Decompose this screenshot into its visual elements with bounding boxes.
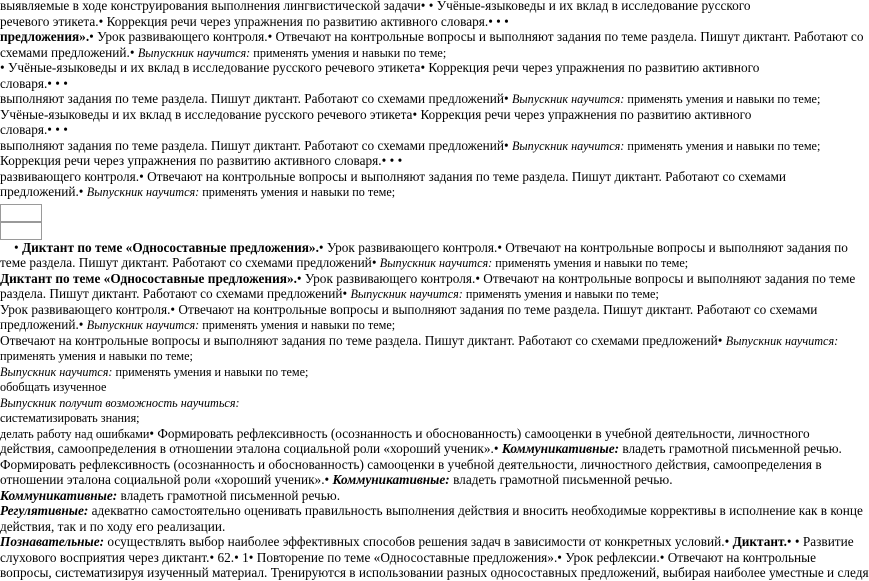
- text-run: словаря.: [0, 75, 48, 91]
- text-line: [0, 153, 816, 169]
- text-run: •: [503, 91, 512, 106]
- text-run: применять умения и навыки по теме;: [462, 287, 659, 301]
- text-run: •: [493, 441, 502, 456]
- text-run: • 1: [234, 549, 249, 565]
- text-run: выполняют задания по теме раздела. Пишут диктант. Работают со схемами предложений: [0, 137, 504, 153]
- text-run: • Повторение по теме «Односоставные предложения».: [248, 549, 558, 565]
- text-run: предложения».: [0, 29, 90, 44]
- text-run: • • •: [488, 13, 509, 29]
- text-run: Выпускник научится:: [511, 138, 625, 153]
- text-run: •: [503, 137, 512, 153]
- text-line: [0, 364, 816, 380]
- text-run: • • Учёные-языковеды и их вклад в исследование русского: [420, 0, 751, 13]
- text-run: • Учёные-языковеды и их вклад в исследование русского речевого этикета: [0, 60, 421, 75]
- text-run: Отвечают на контрольные вопросы и выполняют задания по теме раздела. Пишут диктант. Работают со схемами предложений: [0, 332, 718, 348]
- text-run: Коммуникативные:: [332, 472, 450, 487]
- text-run: применять умения и навыки по теме;: [250, 45, 447, 60]
- text-line: [0, 107, 816, 123]
- text-line: [0, 488, 816, 504]
- text-line: [0, 302, 816, 318]
- text-run: Выпускник научится:: [86, 185, 200, 199]
- text-run: применять умения и навыки по теме;: [492, 256, 689, 270]
- text-run: Диктант по теме «Односоставные предложения».: [0, 270, 297, 286]
- text-run: владеть грамотной письменной речью.: [117, 487, 341, 503]
- text-run: • Урок развивающего контроля.: [89, 29, 268, 44]
- text-run: теме раздела. Пишут диктант. Работают со схемами предложений: [0, 255, 372, 270]
- text-run: применять умения и навыки по теме;: [112, 364, 309, 379]
- text-run: Учёные-языковеды и их вклад в исследование русского речевого этикета: [0, 106, 413, 122]
- text-line: [0, 0, 816, 14]
- text-run: • Коррекция речи через упражнения по развитию активного: [420, 60, 760, 75]
- text-line: [0, 426, 816, 442]
- text-run: • • •: [381, 153, 403, 168]
- text-line: [0, 239, 848, 256]
- text-line: [0, 472, 816, 488]
- text-run: •: [78, 184, 87, 199]
- text-run: владеть грамотной письменной речью.: [449, 472, 673, 487]
- text-run: • Отвечают на контрольные вопросы и выполняют задания по теме раздела. Пишут диктант. Работают со схемами: [139, 168, 787, 184]
- text-line: [0, 332, 839, 349]
- text-line: [0, 519, 816, 535]
- text-run: схемами предложений.: [0, 44, 130, 60]
- text-run: Выпускник научится:: [86, 318, 200, 332]
- text-run: • Урок развивающего контроля.: [296, 270, 476, 286]
- text-run: • Формировать рефлексивность (осознанность и обоснованность) самооценки в учебной деятельности, личностного: [149, 425, 810, 441]
- text-run: действия, самоопределения в отношении эталона социальной роли «хороший ученик».: [0, 441, 494, 456]
- text-line: [0, 169, 816, 185]
- text-run: слухового восприятия через диктант.: [0, 549, 210, 565]
- text-run: Регулятивные:: [0, 503, 89, 518]
- text-run: •: [14, 239, 22, 255]
- text-line: [0, 565, 869, 581]
- text-line: [0, 29, 864, 45]
- text-run: выполняют задания по теме раздела. Пишут диктант. Работают со схемами предложений: [0, 91, 504, 106]
- text-run: предложений.: [0, 184, 79, 199]
- text-run: • Урок рефлексии.: [557, 549, 660, 565]
- text-line: [0, 379, 816, 395]
- text-run: раздела. Пишут диктант. Работают со схемами предложений: [0, 286, 343, 301]
- text-run: • • Развитие: [786, 534, 854, 549]
- text-run: Выпускник научится:: [511, 92, 625, 106]
- text-line: [0, 317, 816, 333]
- text-run: словаря.: [0, 122, 48, 137]
- text-run: •: [324, 472, 333, 487]
- text-run: •: [371, 255, 380, 270]
- text-run: действия, так и по ходу его реализации.: [0, 518, 226, 534]
- text-run: Выпускник научится:: [725, 333, 839, 348]
- text-run: применять умения и навыки по теме;: [0, 349, 193, 363]
- text-run: • Отвечают на контрольные вопросы и выполняют задания по теме раздела. Пишут диктант. Работают со схемами: [170, 301, 818, 317]
- text-run: Выпускник получит возможность научиться:: [0, 395, 240, 410]
- text-run: Коммуникативные:: [0, 487, 118, 503]
- text-run: •: [129, 44, 138, 60]
- text-line: [0, 456, 822, 473]
- text-run: развивающего контроля.: [0, 168, 140, 184]
- table-cell-border: [0, 204, 42, 222]
- text-run: владеть грамотной письменной речью.: [619, 441, 842, 456]
- text-run: • Отвечают на контрольные вопросы и выполняют задания по теме раздела. Пишут диктант. Работают со: [267, 29, 864, 44]
- text-run: вопросы, систематизируя изученный материал. Тренируются в использовании разных односоставных предложений, выбирая наиболее уместные и следя: [0, 565, 869, 580]
- text-line: [0, 395, 816, 411]
- text-run: выявляемые в ходе конструирования выполнения лингвистической задачи: [0, 0, 421, 13]
- text-run: Познавательные:: [0, 534, 105, 549]
- text-line: [0, 534, 854, 550]
- empty-cell-frame: [0, 200, 816, 240]
- text-line: [0, 91, 821, 107]
- text-run: обобщать изученное: [0, 380, 107, 394]
- text-run: применять умения и навыки по теме;: [624, 92, 821, 106]
- text-run: систематизировать знания;: [0, 411, 140, 425]
- text-line: [0, 270, 856, 287]
- text-run: адекватно самостоятельно оценивать правильность выполнения действия и вносить необходимые коррективы в исполнение как в конце: [88, 503, 863, 518]
- text-run: Диктант по теме «Односоставные предложения».: [21, 239, 319, 255]
- text-run: •: [717, 332, 726, 348]
- text-run: применять умения и навыки по теме;: [199, 318, 396, 332]
- text-run: • • •: [47, 122, 68, 137]
- text-line: [0, 60, 816, 76]
- text-run: • Урок развивающего контроля.: [318, 239, 498, 255]
- text-line: [0, 255, 816, 271]
- text-run: Диктант.: [732, 534, 787, 549]
- text-line: [0, 441, 842, 457]
- text-line: [0, 14, 816, 30]
- text-line: [0, 137, 821, 154]
- text-run: • Коррекция речи через упражнения по развитию активного: [412, 106, 752, 122]
- text-run: • Коррекция речи через упражнения по развитию активного словаря.: [98, 13, 489, 29]
- text-run: •: [724, 534, 733, 549]
- text-run: Коммуникативные:: [501, 441, 620, 456]
- text-run: • Отвечают на контрольные вопросы и выполняют задания по: [497, 239, 848, 255]
- text-run: Выпускник научится:: [137, 45, 251, 60]
- text-run: • Отвечают на контрольные: [659, 549, 817, 565]
- text-run: применять умения и навыки по теме;: [199, 185, 396, 199]
- text-line: [0, 410, 816, 426]
- text-line: [0, 122, 816, 138]
- text-line: [0, 503, 863, 519]
- text-run: • • •: [47, 75, 68, 91]
- table-cell-border: [0, 222, 42, 240]
- text-line: [0, 184, 816, 200]
- text-run: •: [342, 286, 351, 301]
- text-run: предложений.: [0, 317, 79, 332]
- text-line: [0, 45, 816, 61]
- text-run: Формировать рефлексивность (осознанность и обоснованность) самооценки в учебной деятельности, личностного действия, самоопределения в: [0, 456, 822, 472]
- text-run: применять умения и навыки по теме;: [624, 138, 821, 153]
- text-run: отношении эталона социальной роли «хороший ученик».: [0, 472, 325, 487]
- text-line: [0, 286, 816, 302]
- text-run: • 62.: [209, 549, 235, 565]
- text-line: [0, 348, 816, 364]
- text-run: Коррекция речи через упражнения по развитию активного словаря.: [0, 153, 382, 168]
- text-run: Выпускник научится:: [0, 364, 113, 379]
- text-line: [0, 76, 816, 92]
- text-run: Выпускник научится:: [379, 256, 493, 270]
- text-line: [0, 550, 816, 566]
- text-run: Урок развивающего контроля.: [0, 301, 171, 317]
- text-run: делать работу над ошибками: [0, 426, 150, 441]
- text-run: осуществлять выбор наиболее эффективных способов решения задач в зависимости от конкретных условий.: [104, 534, 725, 549]
- text-run: речевого этикета.: [0, 13, 99, 29]
- text-run: • Отвечают на контрольные вопросы и выполняют задания по теме: [475, 270, 856, 286]
- text-run: Выпускник научится:: [350, 287, 463, 301]
- text-run: •: [78, 317, 87, 332]
